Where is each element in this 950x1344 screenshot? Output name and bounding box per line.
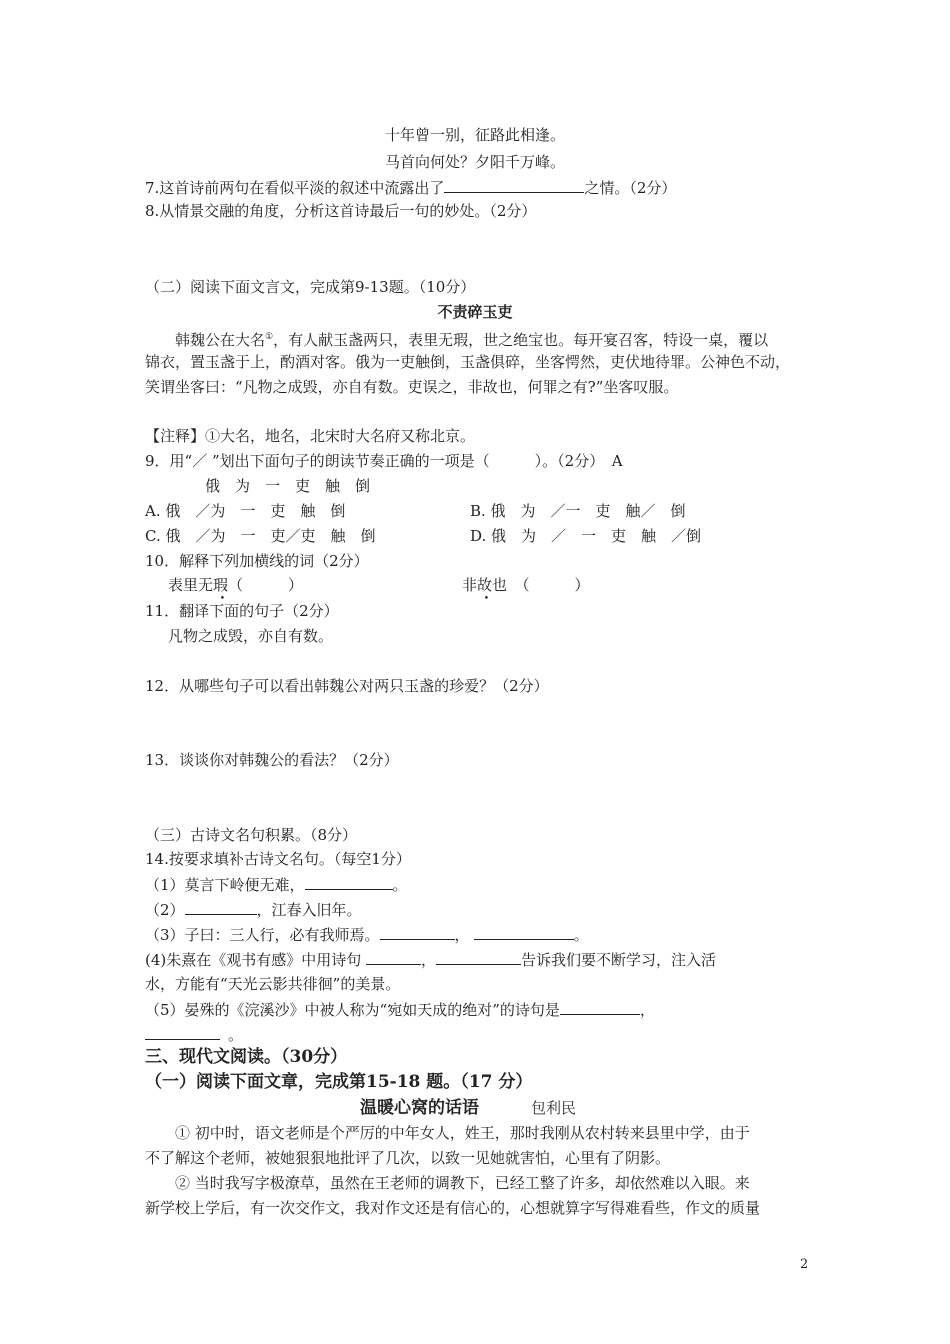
q14-item-5-line-2 xyxy=(145,1024,243,1045)
article-p2-line-1: ② 当时我写字极潦草，虽然在王老师的调教下，已经工整了许多，却依然难以入眼。来 xyxy=(175,1174,750,1192)
q14-5-text: （5）晏殊的《浣溪沙》中被人称为“宛如天成的绝对”的诗句是 xyxy=(145,1001,560,1019)
q11-sentence: 凡物之成毁，亦自有数。 xyxy=(168,627,334,645)
q14-1-text: （1）莫言下岭便无难， xyxy=(145,876,305,894)
question-12: 12．从哪些句子可以看出韩魏公对两只玉盏的珍爱？（2分） xyxy=(145,677,549,695)
q14-2-text: （2） xyxy=(145,901,185,919)
article-p2-line-2: 新学校上学后，有一次交作文，我对作文还是有信心的，心想就算字写得难看些，作文的质量 xyxy=(145,1199,761,1217)
q14-item-3 xyxy=(145,924,589,945)
annotation-note: 【注释】①大名，地名，北宋时大名府又称北京。 xyxy=(145,427,476,445)
q9-option-b[interactable]: B. 俄 为 ／一 吏 触／ 倒 xyxy=(470,502,686,520)
part-3-heading: 三、现代文阅读。（30分） xyxy=(145,1047,348,1067)
q10-w1-dotted: 瑕 xyxy=(213,576,229,594)
q10-word-2 xyxy=(462,575,590,595)
passage-p1-rest: ，有人献玉盏两只，表里无瑕，世之绝宝也。每开宴召客，特设一桌，覆以 xyxy=(273,331,769,349)
passage-p1-start: 韩魏公在大名 xyxy=(175,331,266,349)
footnote-mark: ① xyxy=(265,332,274,342)
q9-option-c[interactable]: C. 俄 ／为 一 吏／吏 触 倒 xyxy=(145,527,376,545)
q10-w1-blank[interactable]: （ ） xyxy=(228,576,304,594)
section-2-heading: （二）阅读下面文言文，完成第9-13题。（10分） xyxy=(145,278,476,296)
q14-3-text: （3）子曰：三人行，必有我师焉。 xyxy=(145,926,380,944)
article-p1-line-1: ① 初中时，语文老师是个严厉的中年女人，姓王，那时我刚从农村转来县里中学，由于 xyxy=(175,1124,750,1142)
poem-line-4: 马首向何处？夕阳千万峰。 xyxy=(384,153,565,171)
q14-item-2 xyxy=(145,899,362,920)
q14-item-1 xyxy=(145,874,408,895)
q14-4-blank-1[interactable] xyxy=(366,949,421,965)
question-13: 13．谈谈你对韩魏公的看法？（2分） xyxy=(145,751,399,769)
q10-word-1 xyxy=(168,575,303,595)
q14-item-4-line-2: 水，方能有“天光云影共徘徊”的美景。 xyxy=(145,975,401,993)
q7-text: 7.这首诗前两句在看似平淡的叙述中流露出了 xyxy=(145,179,445,197)
passage-line-3: 笑谓坐客曰：“凡物之成毁，亦自有数。吏误之，非故也，何罪之有?”坐客叹服。 xyxy=(145,378,679,396)
q14-4-text: (4)朱熹在《观书有感》中用诗句 xyxy=(145,951,367,969)
q14-5-end: 。 xyxy=(228,1026,244,1044)
article-title-row xyxy=(360,1098,576,1118)
question-10: 10．解释下列加横线的词（2分） xyxy=(145,552,369,570)
passage-line-2: 锦衣，置玉盏于上，酌酒对客。俄为一吏触倒，玉盏俱碎，坐客愕然，吏伏地待罪。公神色不动， xyxy=(145,353,791,371)
q14-2-end: ，江春入旧年。 xyxy=(256,901,362,919)
q10-w2-blank[interactable]: 也 （ ） xyxy=(492,576,590,594)
article-author: 包利民 xyxy=(531,1099,577,1117)
q14-3-mid: ， xyxy=(454,926,470,944)
q9-option-d[interactable]: D. 俄 为 ／ 一 吏 触 ／倒 xyxy=(470,527,702,545)
q10-w2-dotted: 故 xyxy=(477,576,493,594)
q14-item-4 xyxy=(145,949,716,970)
q14-5-blank-2[interactable] xyxy=(145,1024,220,1040)
q7-blank[interactable] xyxy=(444,177,584,193)
q14-3-end: 。 xyxy=(573,926,589,944)
q14-5-blank-1[interactable] xyxy=(560,999,640,1015)
q14-4-blank-2[interactable] xyxy=(436,949,521,965)
q10-w2-pre: 非 xyxy=(462,576,478,594)
q10-w1-pre: 表里无 xyxy=(168,576,214,594)
q9-sentence: 俄 为 一 吏 触 倒 xyxy=(205,477,371,495)
question-11: 11．翻译下面的句子（2分） xyxy=(145,602,339,620)
q14-2-blank[interactable] xyxy=(185,899,257,915)
passage-title: 不责碎玉吏 xyxy=(437,303,513,321)
section-3-heading: （三）古诗文名句积累。（8分） xyxy=(145,826,358,844)
q14-5-comma: ， xyxy=(639,1001,655,1019)
q14-4-mid: ， xyxy=(421,951,437,969)
q14-1-end: 。 xyxy=(392,876,408,894)
q14-3-blank-1[interactable] xyxy=(380,924,455,940)
q14-1-blank[interactable] xyxy=(305,874,393,890)
page-number: 2 xyxy=(800,1257,809,1272)
poem-line-3: 十年曾一别，征路此相逢。 xyxy=(384,126,565,144)
q14-3-blank-2[interactable] xyxy=(474,924,574,940)
q14-4-end: 告诉我们要不断学习，注入活 xyxy=(521,951,717,969)
article-p1-line-2: 不了解这个老师，被她狠狠地批评了几次，以致一见她就害怕，心里有了阴影。 xyxy=(145,1149,671,1167)
q9-option-a[interactable]: A. 俄 ／为 一 吏 触 倒 xyxy=(145,502,346,520)
question-8: 8.从情景交融的角度，分析这首诗最后一句的妙处。（2分） xyxy=(145,202,537,220)
article-title: 温暖心窝的话语 xyxy=(360,1098,479,1118)
q14-item-5 xyxy=(145,999,655,1020)
passage-line-1 xyxy=(175,327,768,350)
question-7 xyxy=(145,177,676,198)
q7-suffix: 之情。（2分） xyxy=(584,179,677,197)
question-9: 9．用“／ ”划出下面句子的朗读节奏正确的一项是（ ）。（2分） A xyxy=(145,452,623,470)
question-14: 14.按要求填补古诗文名句。（每空1分） xyxy=(145,850,411,868)
part-3-subheading: （一）阅读下面文章，完成第15-18 题。（17 分） xyxy=(145,1072,533,1092)
